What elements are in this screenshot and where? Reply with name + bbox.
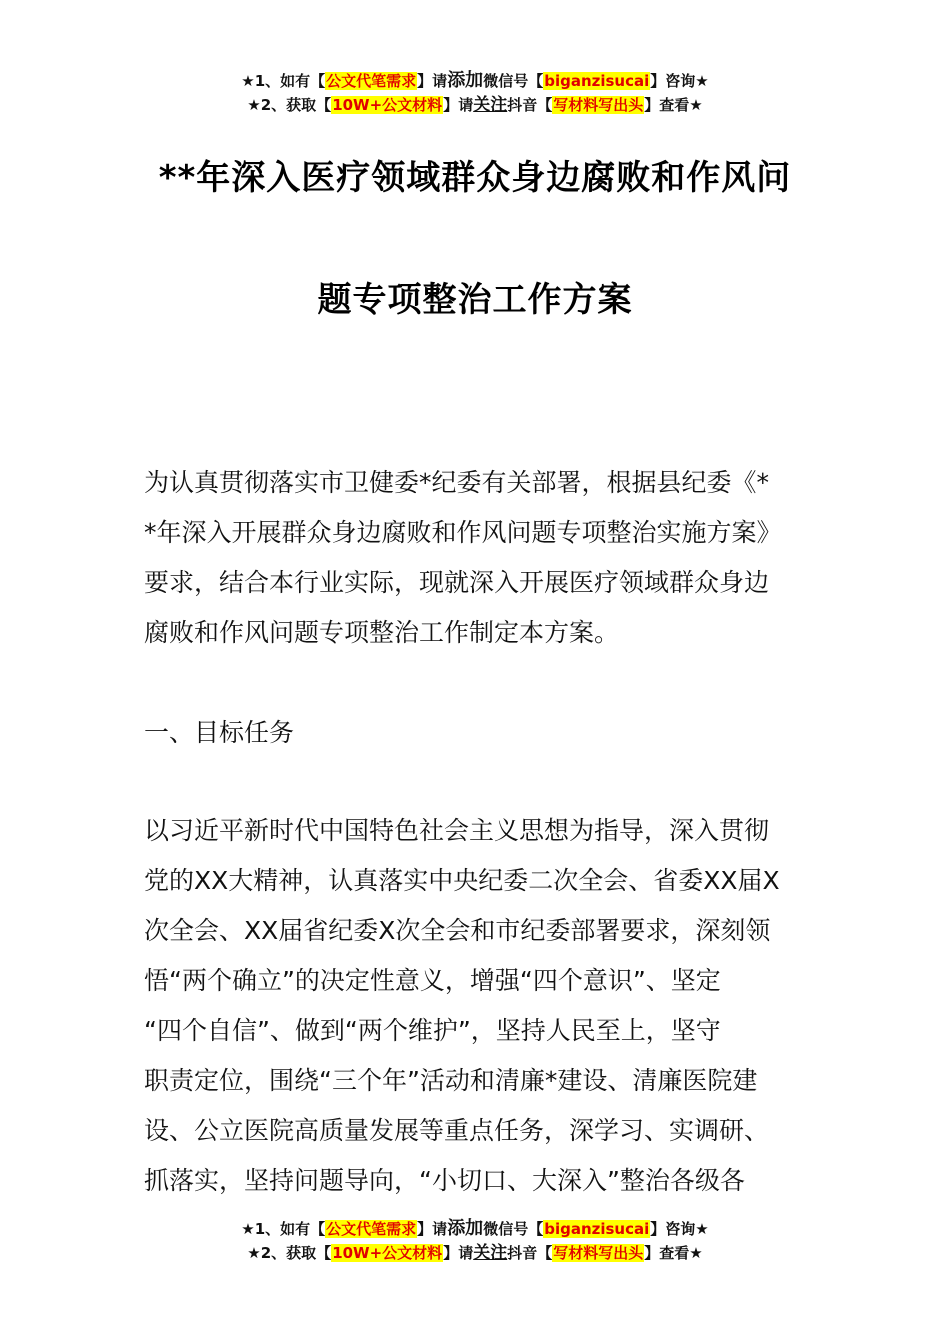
promo-text: 】请 xyxy=(443,96,474,114)
wechat-id-highlight: biganzisucai xyxy=(544,72,650,90)
document-title-line-2: 题专项整治工作方案 xyxy=(317,280,633,320)
promo-highlight: 10W+公文材料 xyxy=(332,1244,443,1262)
intro-line: 腐败和作风问题专项整治工作制定本方案。 xyxy=(144,618,620,647)
body-line: 党的XX大精神，认真落实中央纪委二次全会、省委XX届X xyxy=(144,866,780,895)
body-line: 以习近平新时代中国特色社会主义思想为指导，深入贯彻 xyxy=(144,816,770,845)
promo-text: 】咨询★ xyxy=(650,1220,709,1238)
intro-line: *年深入开展群众身边腐败和作风问题专项整治实施方案》 xyxy=(144,518,782,547)
promo-line-2 xyxy=(0,93,950,117)
promo-text: 】请 xyxy=(417,1220,448,1238)
intro-paragraph xyxy=(144,458,808,658)
body-line: 职责定位，围绕“三个年”活动和清廉*建设、清廉医院建 xyxy=(144,1066,758,1095)
promo-emphasis: 关注 xyxy=(473,95,508,115)
promo-text: ★2、获取【 xyxy=(247,1244,332,1262)
bottom-promo-banner xyxy=(0,1217,950,1265)
body-line: 设、公立医院高质量发展等重点任务，深学习、实调研、 xyxy=(144,1116,770,1145)
promo-emphasis: 添加 xyxy=(447,1218,484,1239)
promo-text: 】查看★ xyxy=(644,1244,703,1262)
promo-text: 抖音【 xyxy=(507,1244,553,1262)
promo-text: ★2、获取【 xyxy=(247,96,332,114)
section-body-goals xyxy=(144,806,808,1206)
promo-line-1 xyxy=(0,1217,950,1241)
body-line: “四个自信”、做到“两个维护”，坚持人民至上，坚守 xyxy=(144,1016,721,1045)
promo-text: ★1、如有【 xyxy=(241,72,326,90)
promo-emphasis: 添加 xyxy=(447,70,484,91)
promo-text: ★1、如有【 xyxy=(241,1220,326,1238)
promo-text: 】请 xyxy=(417,72,448,90)
body-line: 悟“两个确立”的决定性意义，增强“四个意识”、坚定 xyxy=(144,966,721,995)
body-line: 次全会、XX届省纪委X次全会和市纪委部署要求，深刻领 xyxy=(144,916,771,945)
intro-line: 为认真贯彻落实市卫健委*纪委有关部署，根据县纪委《* xyxy=(144,468,770,497)
document-title-line-1: **年深入医疗领域群众身边腐败和作风问 xyxy=(158,158,792,198)
promo-highlight: 公文代笔需求 xyxy=(326,72,417,90)
promo-text: 】咨询★ xyxy=(650,72,709,90)
promo-emphasis: 关注 xyxy=(473,1243,508,1263)
promo-line-1 xyxy=(0,69,950,93)
body-line: 抓落实，坚持问题导向，“小切口、大深入”整治各级各 xyxy=(144,1166,745,1195)
promo-text: 微信号【 xyxy=(483,1220,544,1238)
intro-line: 要求，结合本行业实际，现就深入开展医疗领域群众身边 xyxy=(144,568,770,597)
wechat-id-highlight: biganzisucai xyxy=(544,1220,650,1238)
promo-highlight: 10W+公文材料 xyxy=(332,96,443,114)
promo-text: 】请 xyxy=(443,1244,474,1262)
promo-text: 微信号【 xyxy=(483,72,544,90)
douyin-id-highlight: 写材料写出头 xyxy=(553,1244,644,1262)
promo-text: 抖音【 xyxy=(507,96,553,114)
promo-line-2 xyxy=(0,1241,950,1265)
promo-highlight: 公文代笔需求 xyxy=(326,1220,417,1238)
section-heading-goals: 一、目标任务 xyxy=(144,718,295,747)
top-promo-banner xyxy=(0,69,950,117)
promo-text: 】查看★ xyxy=(644,96,703,114)
douyin-id-highlight: 写材料写出头 xyxy=(553,96,644,114)
